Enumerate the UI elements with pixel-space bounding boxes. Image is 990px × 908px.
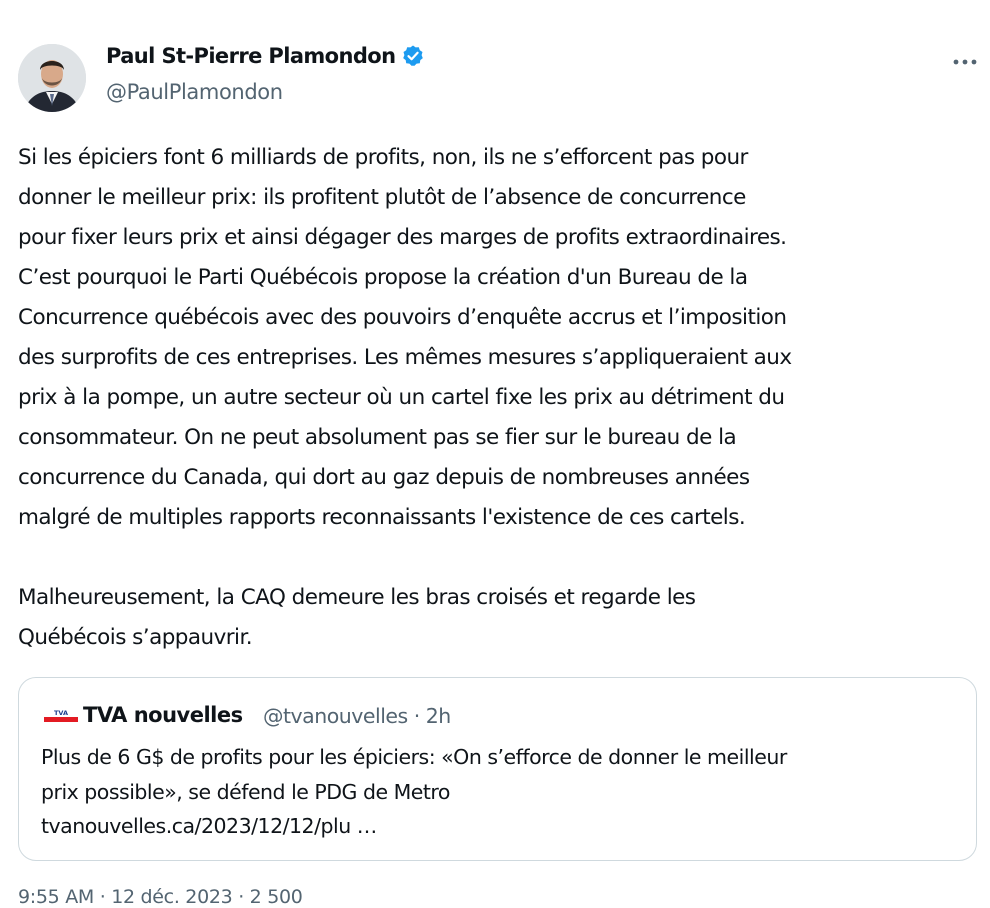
author-handle[interactable]: @PaulPlamondon [106,80,283,104]
avatar[interactable] [18,44,86,112]
author-display-name[interactable] [106,44,425,68]
quoted-author-meta: @tvanouvelles · 2h [263,704,451,728]
quoted-tweet-card[interactable] [18,677,977,861]
tweet-line: Concurrence québécois avec des pouvoirs d’enquête accrus et l’imposition [18,305,787,330]
tweet-line: consommateur. On ne peut absolument pas se fier sur le bureau de la [18,425,737,450]
more-options-button[interactable] [948,52,982,72]
more-horizontal-icon [952,58,978,66]
tva-nouvelles-logo-icon [43,709,79,723]
tweet-line: concurrence du Canada, qui dort au gaz depuis de nombreuses années [18,465,750,490]
tweet-text [18,138,986,658]
tweet-line: prix à la pompe, un autre secteur où un cartel fixe les prix au détriment du [18,385,785,410]
tweet-line: des surprofits de ces entreprises. Les mêmes mesures s’appliqueraient aux [18,345,792,370]
tweet-line: C’est pourquoi le Parti Québécois propose la création d'un Bureau de la [18,265,748,290]
quoted-line: Plus de 6 G$ de profits pour les épiciers: «On s’efforce de donner le meilleur [41,745,787,769]
quoted-author-name[interactable]: TVA nouvelles [83,703,243,727]
tweet-line: donner le meilleur prix: ils profitent plutôt de l’absence de concurrence [18,185,746,210]
paragraph-gap [18,538,986,578]
verified-badge-icon[interactable] [401,44,425,68]
quoted-line: prix possible», se défend le PDG de Metro [41,779,450,804]
svg-text:TVA: TVA [53,709,69,717]
tweet-line: pour fixer leurs prix et ainsi dégager des marges de profits extraordinaires. [18,225,787,250]
author-name-text[interactable]: Paul St-Pierre Plamondon [106,44,396,68]
tweet-line: Si les épiciers font 6 milliards de profits, non, ils ne s’efforcent pas pour [18,145,748,170]
quoted-tweet-text [41,740,961,844]
tweet-timestamp-footer[interactable]: 9:55 AM · 12 déc. 2023 · 2 500 [18,886,303,908]
tweet-line: Malheureusement, la CAQ demeure les bras croisés et regarde les [18,585,696,610]
tweet-line: malgré de multiples rapports reconnaissants l'existence de ces cartels. [18,505,746,530]
tweet-line: Québécois s’appauvrir. [18,625,253,650]
quoted-link[interactable]: tvanouvelles.ca/2023/12/12/plu … [41,814,377,838]
